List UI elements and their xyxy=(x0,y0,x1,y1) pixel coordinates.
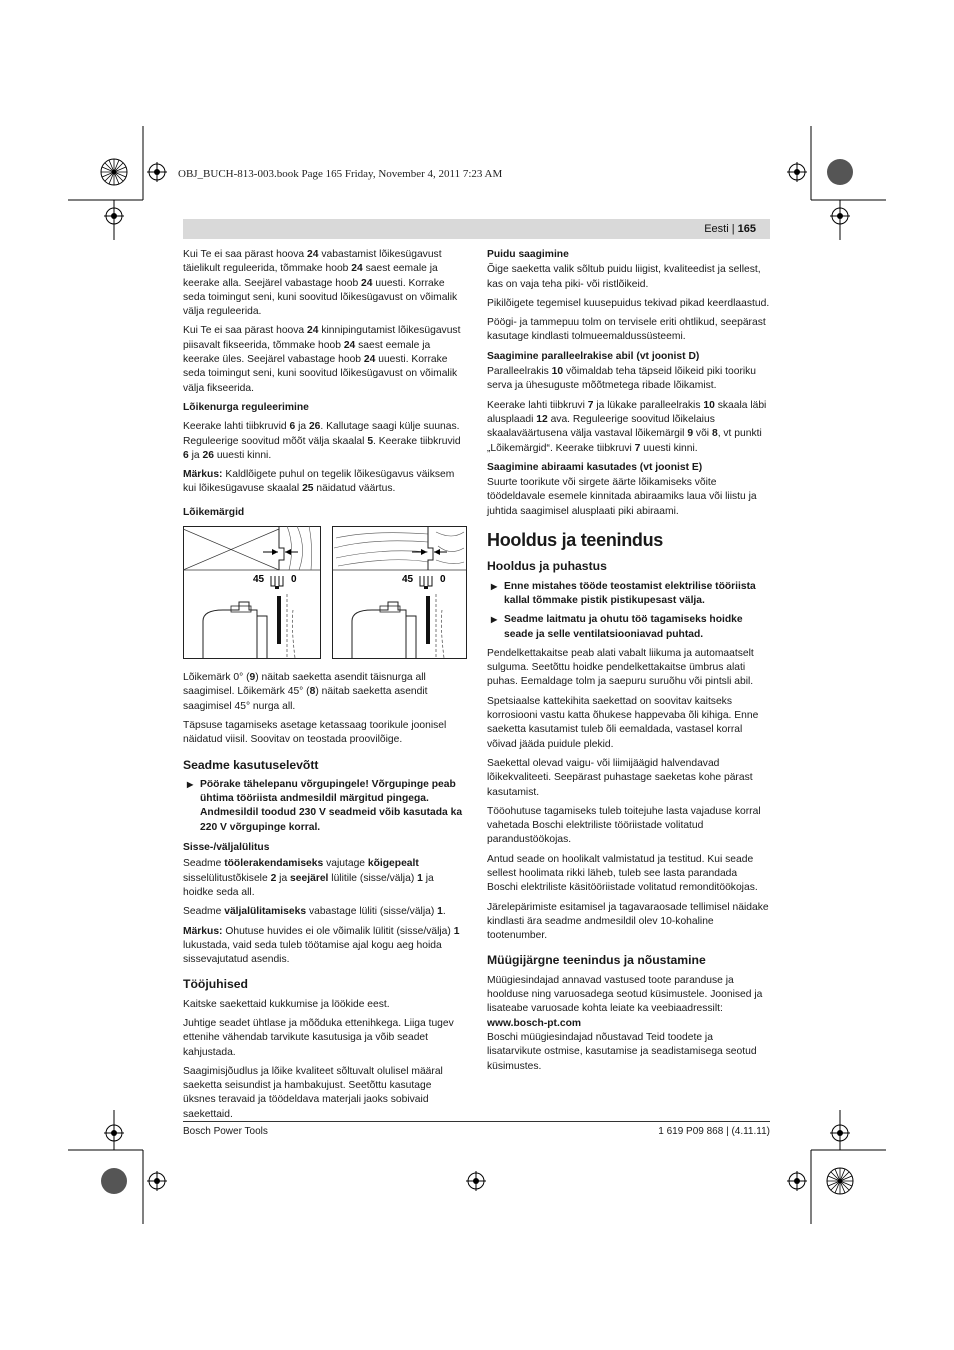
heading-after-sales: Müügijärgne teenindus ja nõustamine xyxy=(487,953,706,968)
para-repair: Antud seade on hoolikalt valmistatud ja testitud. Kui seade sellest hoolimata rikki läheb, tuleb see lasta parandada Boschi elektriliste käsitööriistade volitatud remonditöökojas. xyxy=(487,853,758,894)
heading-sawing-wood: Puidu saagimine xyxy=(487,249,569,260)
para-spruce: Pikilõigete tegemisel kuusepuidus tekivad pikad keerdlaastud. xyxy=(487,297,770,309)
footer-rule xyxy=(183,1121,770,1122)
para-cut-quality: Saagimisjõudlus ja lõike kvaliteet sõltuvalt olulisel määral saeketta seisundist ja hambakujust. Seetõttu kasutage üksnes teravaid ja töödeldava materjali jaoks sobivaid saekettaid. xyxy=(183,1065,443,1120)
right-column xyxy=(487,248,770,1074)
figure-cross-grain xyxy=(332,526,467,659)
print-slug: OBJ_BUCH-813-003.book Page 165 Friday, November 4, 2011 7:23 AM xyxy=(178,168,503,180)
para-cut-marks: Lõikemärk 0° (9) näitab saeketta asendit täisnurga all saagimisel. Lõikemärk 45° (8) näitab saeketta asendit saagimisel 45° nurga all. xyxy=(183,672,428,712)
page-number: 165 xyxy=(737,223,756,235)
heading-guide-frame: Saagimine abiraami kasutades (vt joonist E) xyxy=(487,461,703,473)
heading-bevel-angle: Lõikenurga reguleerimine xyxy=(183,401,309,413)
cut-marks-figure xyxy=(183,526,465,661)
heading-maintenance-service: Hooldus ja teenindus xyxy=(487,530,664,551)
para-accuracy: Täpsuse tagamiseks asetage ketassaag toorikule joonisel näidatud viisil. Soovitav on teostada proovilõige. xyxy=(183,719,447,746)
heading-maintenance-cleaning: Hooldus ja puhastus xyxy=(487,559,607,574)
header-language: Eesti xyxy=(704,223,729,235)
heading-parallel-guide: Saagimine paralleelrakise abil (vt joonist D) xyxy=(487,350,700,362)
left-column xyxy=(183,248,464,1127)
mark-label-45: 45 xyxy=(402,574,414,586)
bullet-triangle-icon: ▶ xyxy=(491,615,498,625)
bullet-triangle-icon: ▶ xyxy=(187,779,194,789)
header-text: Eesti | 165 xyxy=(704,223,756,235)
figure-straight-grain xyxy=(183,526,321,659)
bullet-voltage: ▶ Pöörake tähelepanu võrgupingele! Võrgupinge peab ühtima tööriista andmesildil märgitud pingega. Andmesildil toodud 230 V seadmeid võib kasutada ka 220 V võrgupinge korral. xyxy=(187,778,463,833)
heading-switch: Sisse-/väljalülitus xyxy=(183,842,270,854)
para-guard: Pendelkettakaitse peab alati vabalt liikuma ja automaatselt sulguma. Seetõttu hoidke pendelkettakaitse ümbrus alati puhas. Eemaldage tolm ja saepuru suruõhu või pintsli abil. xyxy=(487,647,754,688)
para-guide-frame: Suurte toorikute või sirgete äärte lõikamiseks võite töödeldavale esemele kinnitada abiraamiks laua või liistu ja juhtida saagimisel alusplaati piki abiraami. xyxy=(487,477,757,517)
para-parallel-guide: Paralleelrakis 10 võimaldab teha täpseid lõikeid piki tooriku serva ja ühesuguste mõõtmetega ribade lõikamist. xyxy=(487,366,757,392)
para-after-sales: Müügiesindajad annavad vastused toote paranduse ja hoolduse ning varuosadega seotud küsimustele. Joonised ja lisateabe varuosade kohta leiate ka veebiaadressilt: www.bosch-pt.com Boschi müügiesindajad nõustavad Teid toodete ja lisatarvikute ostmise, kasutamise ja seadistamisega seotud küsimustes. xyxy=(487,974,763,1072)
para-parallel-adjust: Keerake lahti tiibkruvi 7 ja lükake paralleelrakis 10 skaala läbi alusplaadi 12 ava. Reguleerige soovitud lõikelaius skaalaväärtusena välja vastaval lõikemärgil 9 või 8, vt punkti „Lõikemärgid“. Keerake tiibkruvi 7 uuesti kinni. xyxy=(487,399,767,454)
para-resin: Saekettal olevad vaigu- või liimijäägid halvendavad lõikekvaliteeti. Seepärast puhastage saeketas kohe pärast kasutamist. xyxy=(487,757,753,798)
para-uncoated-blades: Spetsiaalse kattekihita saekettad on soovitav kaitseks korrosiooni vastu katta õhukese happevaba õli kihiga. Enne saeketta kasutamist tuleb õli eemaldada, vastasel korral võivad jääda puidule plekid. xyxy=(487,695,759,750)
bullet-unplug: ▶ Enne mistahes tööde teostamist elektrilise tööriista kallal tõmmake pistik pistikupesast välja. xyxy=(491,580,756,606)
footer-code: 1 619 P09 868 | (4.11.11) xyxy=(658,1126,770,1137)
page-header xyxy=(183,219,770,239)
para-note-switch: Märkus: Ohutuse huvides ei ole võimalik lülitit (sisse/välja) 1 lukustada, vaid seda tuleb töötamise ajal kogu aeg hoida sissevajutatud asendis. xyxy=(183,925,460,966)
para-dust: Pöögi- ja tammepuu tolm on tervisele eriti ohtlikud, seepärast kasutage kindlasti tolmueemaldussüsteemi. xyxy=(487,317,766,343)
para-lever-release: Kui Te ei saa pärast hoova 24 vabastamist lõikesügavust täielikult reguleerida, tõmmake hoob 24 saest eemale ja keerake alla. Seejärel vabastage hoob 24 uuesti. Korrake seda toimingut seni, kuni soovitud lõikesügavust on võimalik välja reguleerida. xyxy=(183,249,458,318)
para-switch-on: Seadme töölerakendamiseks vajutage kõigepealt sisselülitustõkisele 2 ja seejärel lülitile (sisse/välja) 1 ja hoidke seda all. xyxy=(183,858,434,898)
heading-work-tips: Tööjuhised xyxy=(183,977,248,992)
website-link[interactable]: www.bosch-pt.com xyxy=(487,1017,582,1029)
heading-cut-marks: Lõikemärgid xyxy=(183,506,245,518)
bullet-triangle-icon: ▶ xyxy=(491,581,498,591)
mark-label-0: 0 xyxy=(291,574,297,586)
para-lever-tighten: Kui Te ei saa pärast hoova 24 kinnipingutamist lõikesügavust piisavalt fikseerida, tõmmake hoob 24 saest eemale ja keerake üles. Seejärel vabastage hoob 24 uuesti. Korrake seda toimingut seni, kuni soovitud lõikesügavust on võimalik välja fikseerida. xyxy=(183,325,461,394)
para-article-number: Järelepärimiste esitamisel ja tagavaraosade tellimisel näidake kindlasti ära seadme andmesildil olev 10-kohaline tootenumber. xyxy=(487,901,769,942)
mark-label-45: 45 xyxy=(253,574,265,586)
para-blade-choice: Õige saeketta valik sõltub puidu liigist, kvaliteedist ja sellest, kas on vaja teha piki- või ristlõikeid. xyxy=(487,264,761,290)
footer-brand: Bosch Power Tools xyxy=(183,1126,268,1137)
para-switch-off: Seadme väljalülitamiseks vabastage lüliti (sisse/välja) 1. xyxy=(183,906,446,918)
heading-start-up: Seadme kasutuselevõtt xyxy=(183,757,319,772)
bullet-keep-clean: ▶ Seadme laitmatu ja ohutu töö tagamiseks hoidke seade ja selle ventilatsiooniavad puhtad. xyxy=(491,614,743,640)
para-feed: Juhtige seadet ühtlase ja mõõduka ettenihkega. Liiga tugev ettenihe vähendab tarvikute kasutusiga ja võib seadet kahjustada. xyxy=(183,1017,454,1058)
para-power-cord: Tööohutuse tagamiseks tuleb toitejuhe lasta vajaduse korral vahetada Boschi elektriliste tööriistade volitatud parandustöökojas. xyxy=(487,805,761,846)
para-note-bevel: Märkus: Kaldlõigete puhul on tegelik lõikesügavus väiksem kui lõikesügavuse skaalal 25 näidatud väärtus. xyxy=(183,469,455,495)
para-bevel-adjust: Keerake lahti tiibkruvid 6 ja 26. Kallutage saagi külje suunas. Reguleerige soovitud mõõt välja skaalal 5. Keerake tiibkruvid 6 ja 26 uuesti kinni. xyxy=(183,421,461,461)
mark-label-0: 0 xyxy=(440,574,446,586)
para-protect-blades: Kaitske saekettaid kukkumise ja löökide eest. xyxy=(183,998,390,1010)
